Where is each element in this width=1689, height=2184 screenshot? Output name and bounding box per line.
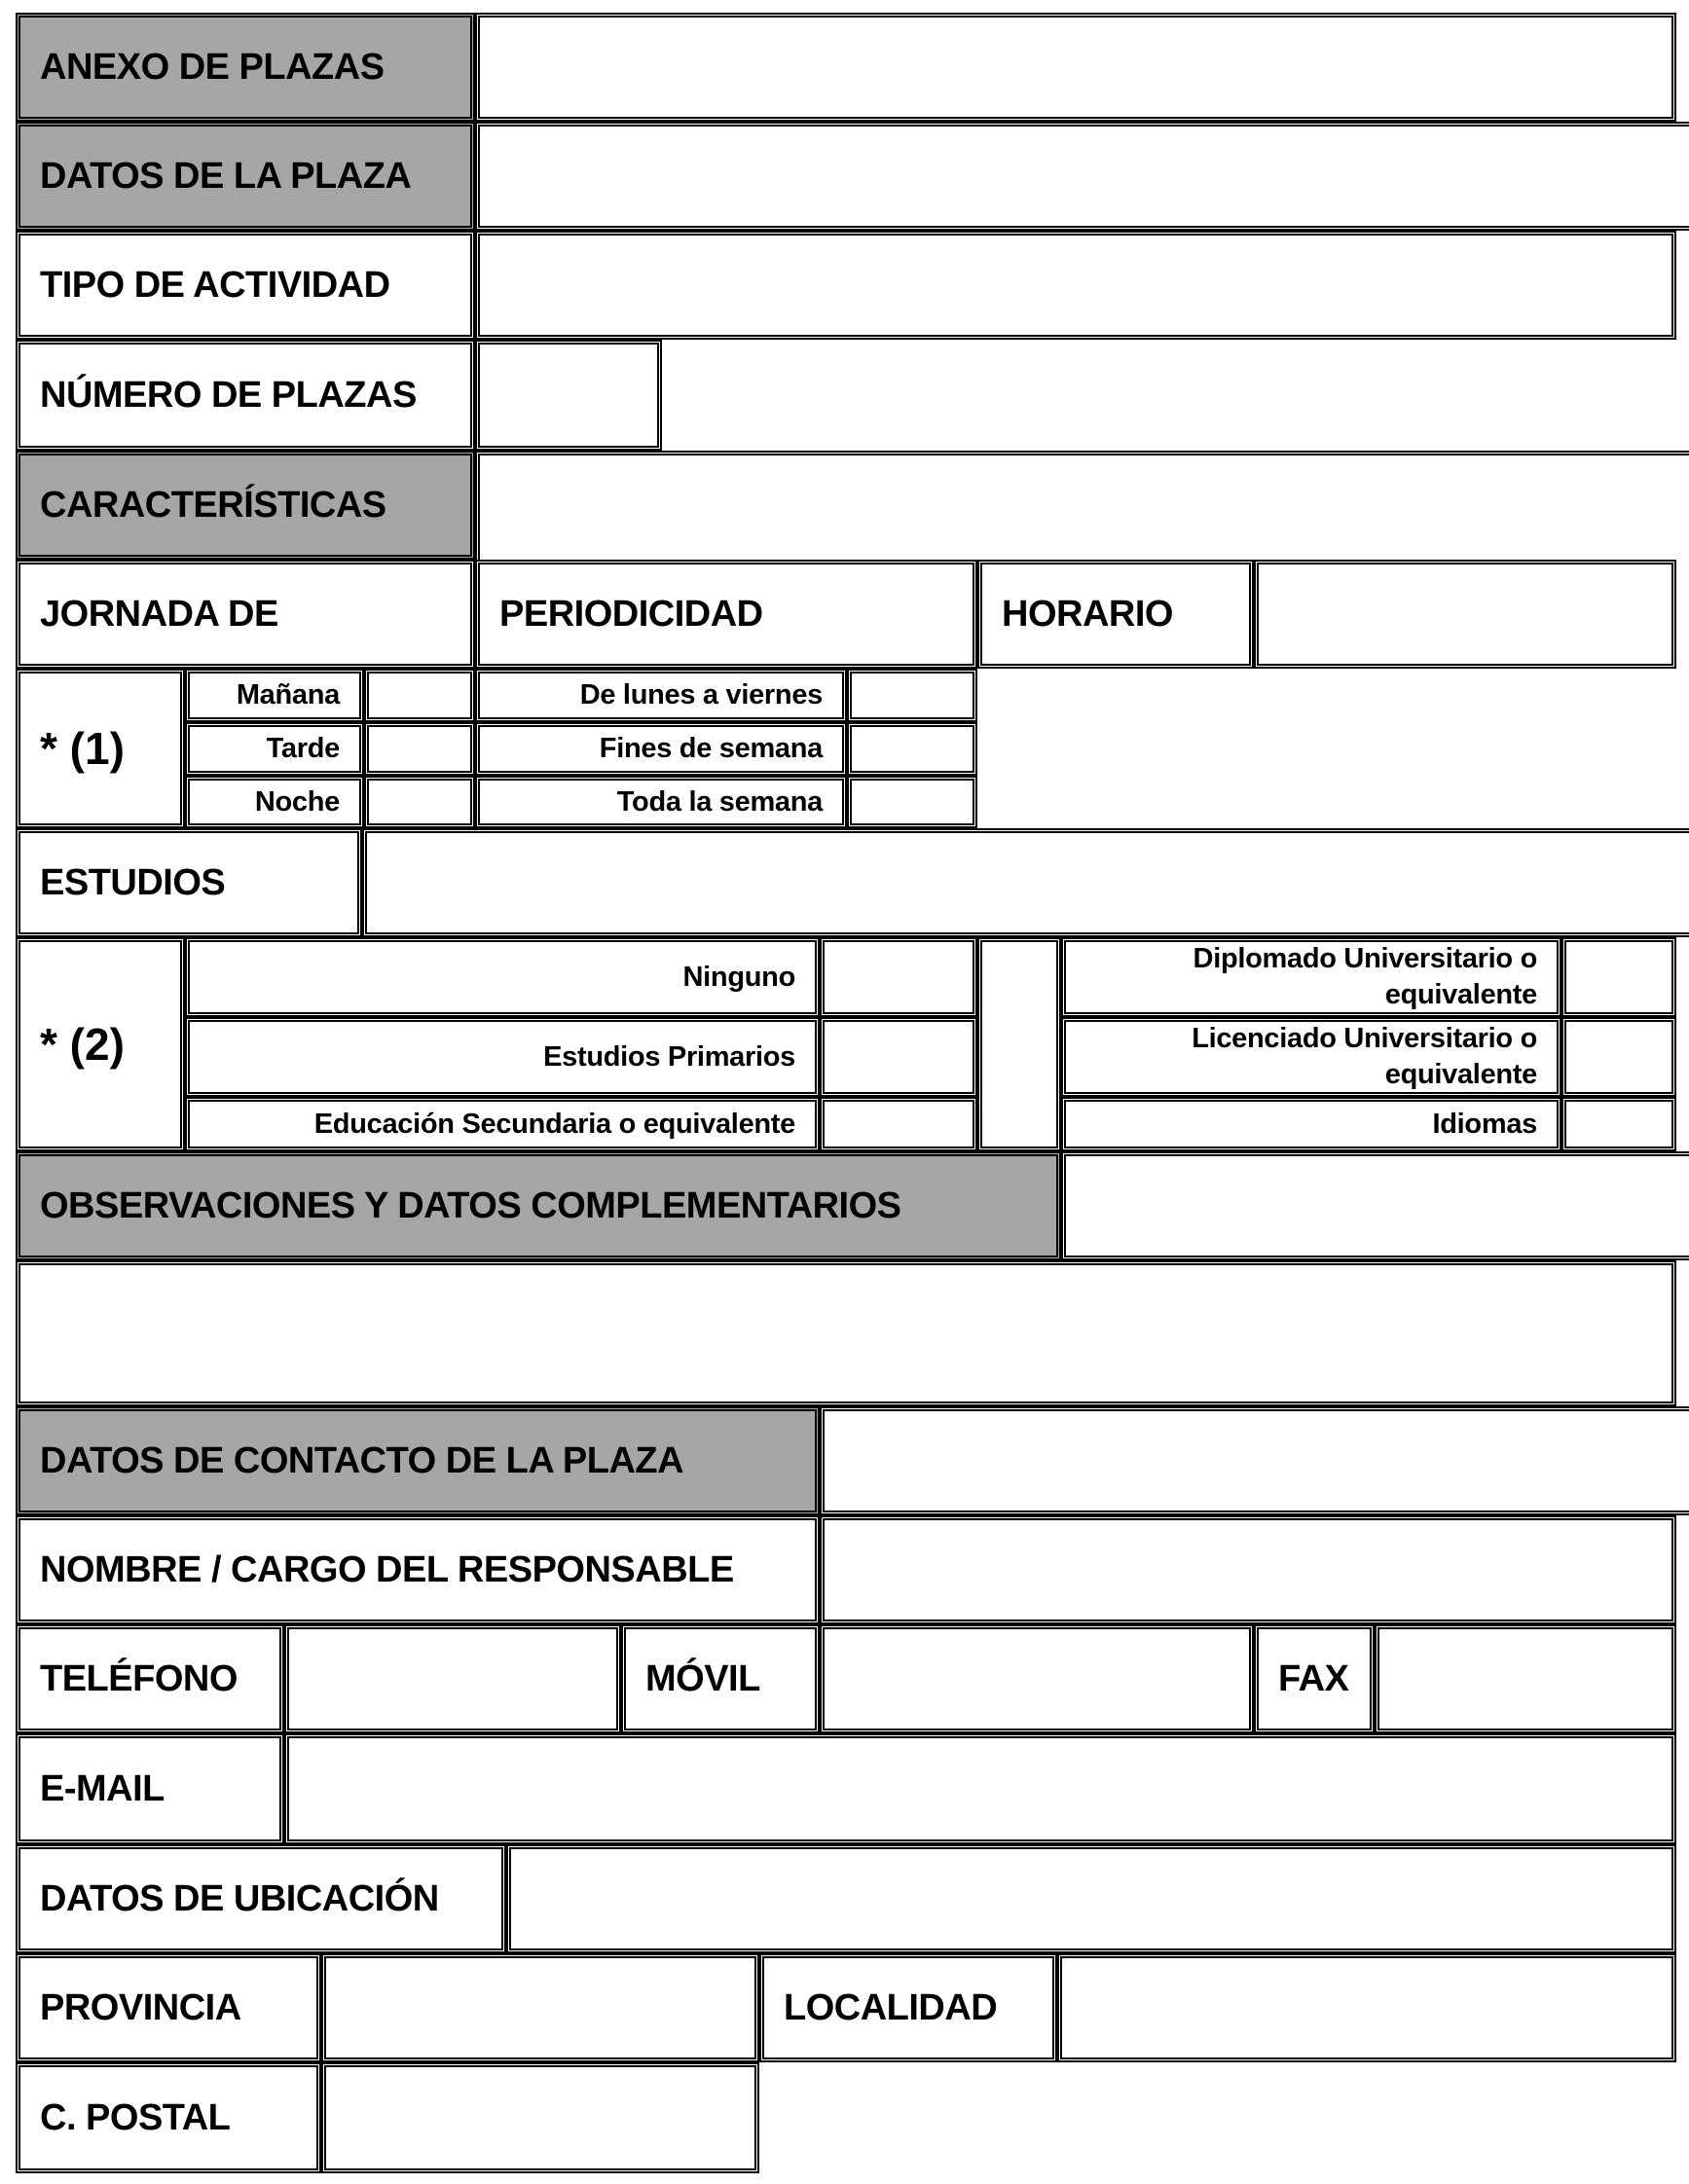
jornada-tarde-checkbox[interactable]: [364, 722, 475, 776]
section-datos-de-la-plaza: DATOS DE LA PLAZA: [16, 122, 475, 231]
localidad-label: LOCALIDAD: [759, 1953, 1057, 2062]
cpostal-input[interactable]: [321, 2062, 759, 2173]
email-input[interactable]: [284, 1733, 1676, 1844]
jornada-noche-checkbox[interactable]: [364, 776, 475, 828]
localidad-input[interactable]: [1057, 1953, 1676, 2062]
note-2: * (2): [16, 937, 185, 1151]
horario-input[interactable]: [1254, 560, 1676, 669]
jornada-option-noche: Noche: [185, 776, 364, 828]
ubicacion-label: DATOS DE UBICACIÓN: [16, 1844, 506, 1953]
estudios-licenciado-checkbox[interactable]: [1561, 1017, 1676, 1097]
anexo-input[interactable]: [475, 13, 1676, 122]
datos-plaza-area: [475, 122, 1689, 231]
numero-plazas-input[interactable]: [475, 340, 662, 451]
telefono-label: TELÉFONO: [16, 1624, 284, 1733]
estudios-option-ninguno: Ninguno: [185, 937, 820, 1017]
periodicidad-toda-semana-checkbox[interactable]: [847, 776, 977, 828]
estudios-option-diplomado: Diplomado Universitario o equivalente: [1061, 937, 1561, 1017]
estudios-option-primarios: Estudios Primarios: [185, 1017, 820, 1097]
jornada-option-manana: Mañana: [185, 669, 364, 722]
jornada-label: JORNADA DE: [16, 560, 475, 669]
horario-label: HORARIO: [977, 560, 1254, 669]
telefono-input[interactable]: [284, 1624, 621, 1733]
tipo-actividad-input[interactable]: [475, 231, 1676, 340]
periodicidad-fines-semana-checkbox[interactable]: [847, 722, 977, 776]
estudios-ninguno-checkbox[interactable]: [820, 937, 977, 1017]
observaciones-textarea[interactable]: [16, 1260, 1676, 1406]
numero-plazas-label: NÚMERO DE PLAZAS: [16, 340, 475, 451]
section-datos-contacto: DATOS DE CONTACTO DE LA PLAZA: [16, 1406, 820, 1515]
provincia-label: PROVINCIA: [16, 1953, 321, 2062]
periodicidad-option-lunes-viernes: De lunes a viernes: [475, 669, 847, 722]
estudios-option-licenciado: Licenciado Universitario o equivalente: [1061, 1017, 1561, 1097]
estudios-option-idiomas: Idiomas: [1061, 1097, 1561, 1151]
jornada-manana-checkbox[interactable]: [364, 669, 475, 722]
periodicidad-label: PERIODICIDAD: [475, 560, 977, 669]
fax-input[interactable]: [1375, 1624, 1676, 1733]
estudios-label: ESTUDIOS: [16, 828, 362, 937]
note-1: * (1): [16, 669, 185, 828]
movil-input[interactable]: [820, 1624, 1254, 1733]
observaciones-area: [1061, 1151, 1689, 1260]
section-caracteristicas: CARACTERÍSTICAS: [16, 451, 475, 560]
periodicidad-lunes-viernes-checkbox[interactable]: [847, 669, 977, 722]
jornada-option-tarde: Tarde: [185, 722, 364, 776]
estudios-option-secundaria: Educación Secundaria o equivalente: [185, 1097, 820, 1151]
email-label: E-MAIL: [16, 1733, 284, 1844]
nombre-cargo-input[interactable]: [820, 1515, 1676, 1624]
ubicacion-input[interactable]: [506, 1844, 1676, 1953]
caracteristicas-area: [475, 451, 1689, 560]
periodicidad-option-fines-semana: Fines de semana: [475, 722, 847, 776]
estudios-area: [362, 828, 1689, 937]
cpostal-label: C. POSTAL: [16, 2062, 321, 2173]
estudios-spacer: [977, 937, 1061, 1151]
estudios-idiomas-checkbox[interactable]: [1561, 1097, 1676, 1151]
estudios-diplomado-checkbox[interactable]: [1561, 937, 1676, 1017]
provincia-input[interactable]: [321, 1953, 759, 2062]
contacto-area: [820, 1406, 1689, 1515]
estudios-secundaria-checkbox[interactable]: [820, 1097, 977, 1151]
section-anexo-de-plazas: ANEXO DE PLAZAS: [16, 13, 475, 122]
nombre-cargo-label: NOMBRE / CARGO DEL RESPONSABLE: [16, 1515, 820, 1624]
tipo-actividad-label: TIPO DE ACTIVIDAD: [16, 231, 475, 340]
movil-label: MÓVIL: [621, 1624, 820, 1733]
periodicidad-option-toda-semana: Toda la semana: [475, 776, 847, 828]
section-observaciones: OBSERVACIONES Y DATOS COMPLEMENTARIOS: [16, 1151, 1061, 1260]
estudios-primarios-checkbox[interactable]: [820, 1017, 977, 1097]
fax-label: FAX: [1254, 1624, 1375, 1733]
